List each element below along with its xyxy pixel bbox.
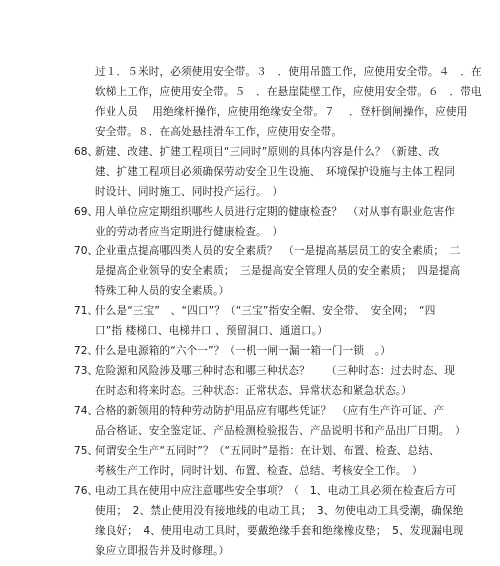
intro-line: 软梯上工作，应使用安全带。５ ．在悬崖陡壁工作，应使用安全带。６ ．带电 <box>95 86 482 98</box>
item-line: 用人单位应定期组织哪些人员进行定期的健康检查？ （对从事有职业危害作 <box>95 206 455 218</box>
item-number: 73、 <box>74 365 99 377</box>
item-line: 新建、改建、扩建工程项目“三同时”原则的具体内容是什么？（新建、改 <box>95 146 440 158</box>
item-number: 74、 <box>74 405 99 417</box>
item-line: 电动工具在使用中应注意哪些安全事项？（ 1、电动工具必须在检查后方可 <box>95 485 457 497</box>
item-line: 象应立即报告并及时修理。） <box>95 545 230 557</box>
item-number: 70、 <box>74 245 99 257</box>
item-line: 品合格证、安全鉴定证、产品检测检验报告、产品说明书和产品出厂日期。 ） <box>95 425 466 437</box>
item-number: 71、 <box>74 305 99 317</box>
item-line: 危险源和风险涉及哪三种时态和哪三种状态？ （三种时态：过去时态、现 <box>95 365 455 377</box>
item-line: 缘良好； 4、使用电动工具时，要戴绝缘手套和绝缘橡皮垫； 5、发现漏电现 <box>95 525 464 537</box>
item-number: 72、 <box>74 345 99 357</box>
intro-line: 过１．５米时，必须使用安全带。３ ．使用吊篮工作，应使用安全带。４ ．在 <box>95 66 482 78</box>
item-line: 企业重点提高哪四类人员的安全素质？ （一是提高基层员工的安全素质； 二 <box>95 245 461 257</box>
intro-line: 作业人员 用绝缘杆操作，应使用绝缘安全带。７ ．登杆倒闸操作，应使用 <box>95 106 468 118</box>
intro-line: 安全带。８．在高处悬挂滑车工作，应使用安全带。 <box>95 126 343 138</box>
item-line: 时设计、同时施工、同时投产运行。 ） <box>95 186 284 198</box>
item-number: 75、 <box>74 445 99 457</box>
item-line: 特殊工种人员的安全素质。） <box>95 285 230 297</box>
item-line: 业的劳动者应当定期进行健康检查。 ） <box>95 226 284 238</box>
item-line: 在时态和将来时态。三种状态：正常状态、异常状态和紧急状态。） <box>95 385 413 397</box>
item-line: 口”指 楼梯口、电梯井口 、预留洞口、通道口。） <box>95 325 328 337</box>
item-line: 使用； 2、禁止使用没有接地线的电动工具； 3、勿使电动工具受潮，确保绝 <box>95 505 464 517</box>
item-number: 76、 <box>74 485 99 497</box>
item-line: 合格的新领用的特种劳动防护用品应有哪些凭证？ （应有生产许可证、产 <box>95 405 445 417</box>
item-line: 是提高企业领导的安全素质； 三是提高安全管理人员的安全素质； 四是提高 <box>95 265 461 277</box>
item-number: 69、 <box>74 206 99 218</box>
item-line: 何谓安全生产“五同时”？（“五同时”是指：在计划、布置、检查、总结、 <box>95 445 440 457</box>
item-line: 什么是电源箱的“六个一”？（一机一闸一漏一箱一门一锁 。） <box>95 345 392 357</box>
item-line: 考核生产工作时，同时计划、布置、检查、总结、考核安全工作。 ） <box>95 465 423 477</box>
item-line: 建、扩建工程项目必须确保劳动安全卫生设施、 环境保护设施与主体工程同 <box>95 166 455 178</box>
item-line: 什么是“三宝” 、“四口”？（“三宝”指安全帽、安全带、 安全网； “四 <box>95 305 436 317</box>
item-number: 68、 <box>74 146 99 158</box>
